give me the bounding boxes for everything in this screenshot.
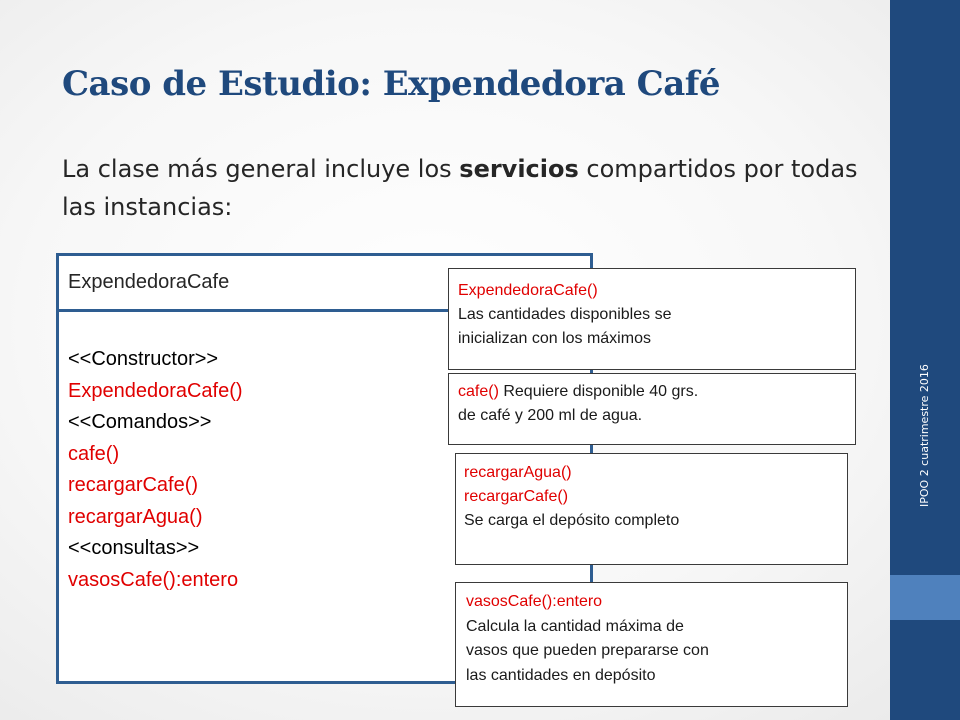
uml-method: vasosCafe():entero xyxy=(68,568,239,591)
uml-method: cafe() xyxy=(68,442,120,465)
note-cafe-line-1 xyxy=(458,380,847,404)
uml-stereotype: <<Comandos>> xyxy=(68,411,212,433)
uml-method: ExpendedoraCafe() xyxy=(68,379,243,402)
side-footer-text: IPOO 2 cuatrimestre 2016 xyxy=(918,364,931,507)
note-cafe xyxy=(448,373,856,445)
side-accent-block xyxy=(890,575,960,620)
intro-text-end: compartidos por todas las instancias: xyxy=(62,155,858,221)
intro-text-start: La clase más general incluye los xyxy=(62,155,460,183)
note-vasos-method: vasosCafe():entero xyxy=(466,593,603,610)
uml-stereotype: <<Constructor>> xyxy=(68,348,219,370)
uml-stereotype: <<consultas>> xyxy=(68,537,200,559)
note-constructor-desc-line-1: Las cantidades disponibles se xyxy=(458,306,672,323)
note-constructor-desc-line-2: inicializan con los máximos xyxy=(458,330,651,347)
note-recargar-desc: Se carga el depósito completo xyxy=(464,512,680,529)
note-vasos-desc-line-2: vasos que pueden prepararse con xyxy=(466,642,709,659)
note-constructor xyxy=(448,268,856,370)
note-recargar-method-cafe: recargarCafe() xyxy=(464,488,569,505)
note-recargar-method-agua: recargarAgua() xyxy=(464,464,572,481)
note-vasos-desc-line-3: las cantidades en depósito xyxy=(466,666,656,684)
note-cafe-desc-2: de café y 200 ml de agua. xyxy=(458,407,643,424)
uml-class-name: ExpendedoraCafe xyxy=(68,271,230,293)
uml-method: recargarCafe() xyxy=(68,474,199,496)
uml-class-body xyxy=(68,344,243,596)
intro-text-bold: servicios xyxy=(459,155,579,183)
uml-method: recargarAgua() xyxy=(68,505,203,528)
note-vasos xyxy=(455,582,848,707)
note-cafe-method: cafe() xyxy=(458,383,499,400)
note-cafe-desc-1: Requiere disponible 40 grs. xyxy=(498,383,699,400)
note-recargar xyxy=(455,453,848,565)
intro-text xyxy=(62,150,862,226)
slide-title: Caso de Estudio: Expendedora Café xyxy=(62,64,721,104)
note-vasos-desc-line-1: Calcula la cantidad máxima de xyxy=(466,617,684,635)
note-constructor-method: ExpendedoraCafe() xyxy=(458,282,598,299)
